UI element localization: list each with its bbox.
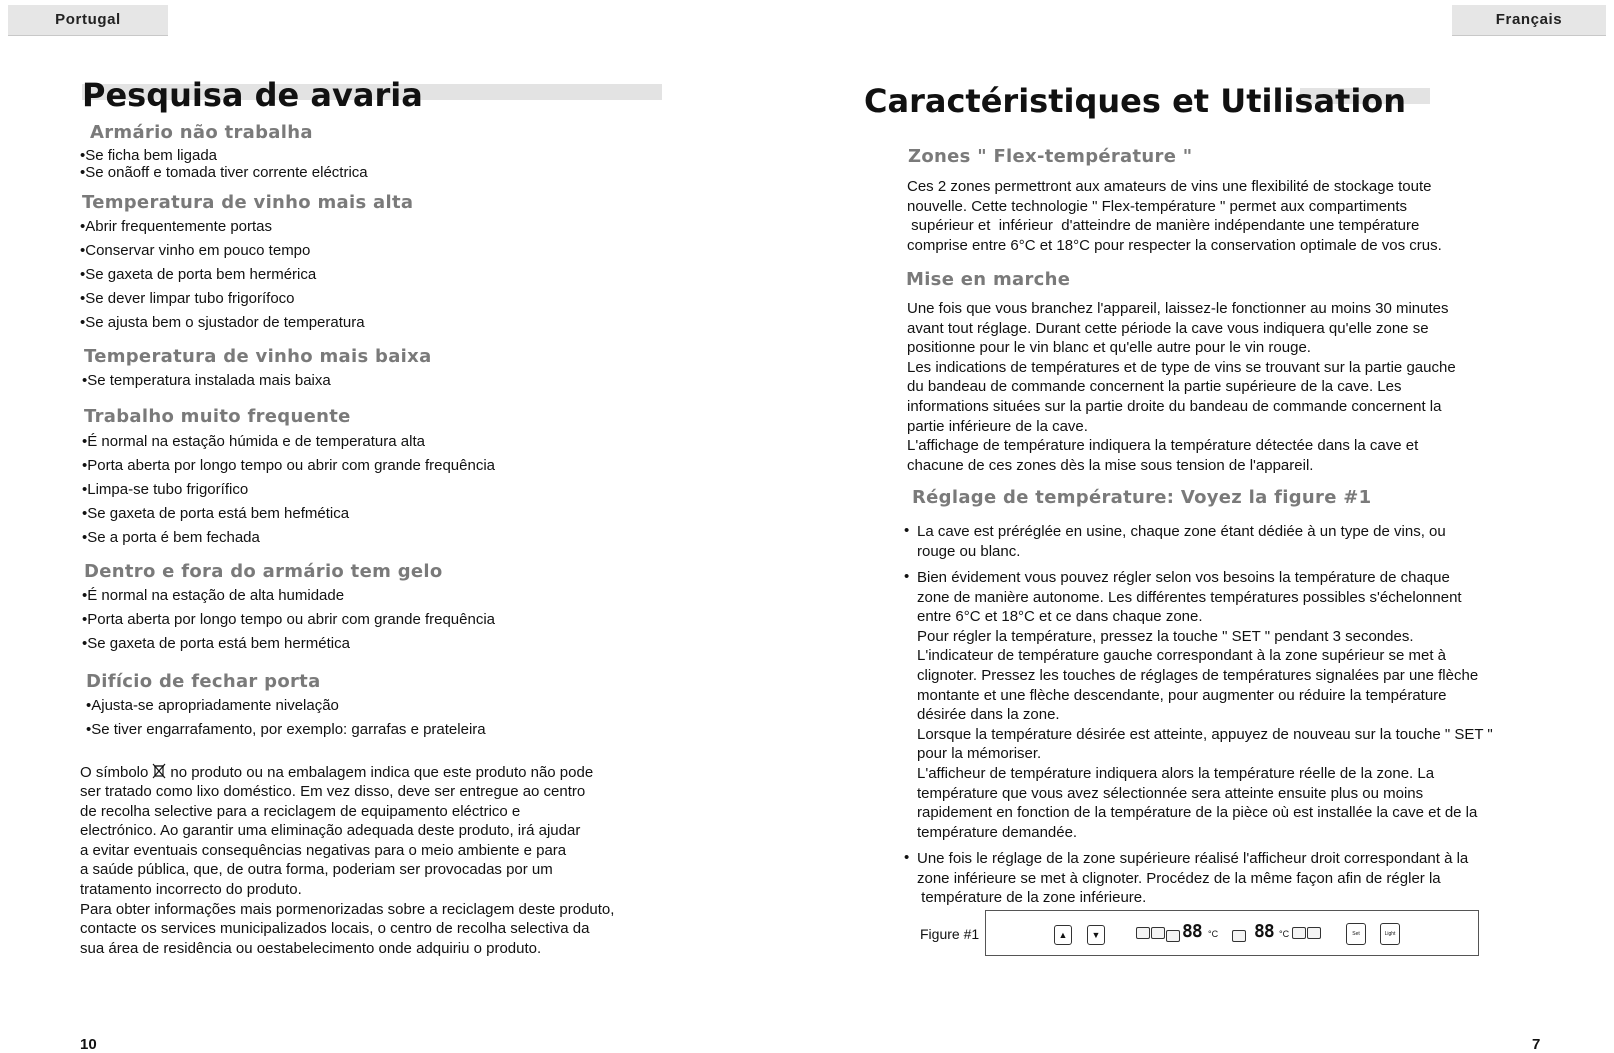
list-item: •Porta aberta por longo tempo ou abrir com grande frequência	[82, 457, 495, 474]
paragraph-line: Ces 2 zones permettront aux amateurs de vins une flexibilité de stockage toute	[907, 178, 1432, 195]
section-heading: Réglage de température: Voyez la figure #1	[912, 487, 1372, 508]
bullet-dot: •	[904, 568, 910, 585]
disposal-line: de recolha selective para a reciclagem de equipamento eléctrico e	[80, 802, 521, 820]
reglage-bullet-2	[917, 568, 1493, 842]
paragraph-line: zone inférieure se met à clignoter. Procédez de la même façon afin de régler la	[917, 869, 1441, 887]
section-heading: Trabalho muito frequente	[84, 406, 351, 427]
list-item: •Se temperatura instalada mais baixa	[82, 372, 331, 389]
temperature-unit: °C	[1208, 929, 1219, 939]
up-arrow-icon: ▲	[1054, 925, 1072, 945]
list-item: •Conservar vinho em pouco tempo	[80, 242, 311, 259]
list-item: •Se gaxeta de porta está bem hefmética	[82, 505, 350, 522]
wine-type-indicator-icon	[1307, 927, 1321, 939]
list-item: •É normal na estação de alta humidade	[82, 587, 345, 604]
paragraph-line: désirée dans la zone.	[917, 706, 1060, 724]
disposal-line: tratamento incorrecto do produto.	[80, 880, 302, 898]
disposal-line: ser tratado como lixo doméstico. Em vez disso, deve ser entregue ao centro	[80, 783, 586, 800]
section-heading: Mise en marche	[906, 269, 1071, 290]
paragraph-line: rapidement en fonction de la température de la pièce où est installée la cave et de la	[917, 804, 1478, 822]
figure-label: Figure #1	[920, 926, 980, 942]
disposal-line: Para obter informações mais pormenorizadas sobre a reciclagem deste produto,	[80, 900, 615, 918]
disposal-line: electrónico. Ao garantir uma eliminação adequada deste produto, irá ajudar	[80, 822, 581, 840]
paragraph-line: Pour régler la température, pressez la touche " SET " pendant 3 secondes.	[917, 627, 1414, 645]
paragraph-line: comprise entre 6°C et 18°C pour respecter la conservation optimale de vos crus.	[907, 236, 1442, 254]
language-tab-francais: Français	[1452, 5, 1606, 36]
list-item: •Se ficha bem ligada	[80, 147, 217, 164]
mise-paragraph	[907, 299, 1456, 475]
wine-type-indicator-icon	[1166, 930, 1180, 942]
light-button-icon: Light	[1380, 923, 1400, 945]
page-number-left: 10	[80, 1036, 97, 1053]
list-item: •Limpa-se tubo frigorífico	[82, 481, 249, 498]
paragraph-line: La cave est préréglée en usine, chaque zone étant dédiée à un type de vins, ou	[917, 523, 1446, 540]
paragraph-line: du bandeau de commande concernent la partie supérieure de la cave. Les	[907, 378, 1402, 396]
list-item: •Porta aberta por longo tempo ou abrir com grande frequência	[82, 611, 495, 628]
reglage-bullet-1	[917, 522, 1446, 561]
list-item: •Se a porta é bem fechada	[82, 529, 260, 546]
list-item: •É normal na estação húmida e de temperatura alta	[82, 433, 425, 450]
paragraph-line: Une fois que vous branchez l'appareil, laissez-le fonctionner au moins 30 minutes	[907, 300, 1449, 317]
upper-zone-temperature-display: 88	[1182, 921, 1202, 942]
paragraph-line: positionne pour le vin blanc et qu'elle autre pour le vin rouge.	[907, 339, 1311, 357]
left-page-title: Pesquisa de avaria	[82, 76, 423, 114]
list-item: •Se gaxeta de porta está bem hermética	[82, 635, 350, 652]
list-item: •Se onãoff e tomada tiver corrente eléctrica	[80, 164, 368, 181]
list-item: •Se ajusta bem o sjustador de temperatura	[80, 314, 365, 331]
paragraph-line: nouvelle. Cette technologie " Flex-température " permet aux compartiments	[907, 197, 1408, 215]
down-arrow-icon: ▼	[1087, 925, 1105, 945]
paragraph-line: chacune de ces zones dès la mise sous tension de l'appareil.	[907, 456, 1314, 474]
lower-zone-temperature-display: 88	[1254, 921, 1274, 942]
list-item: •Abrir frequentemente portas	[80, 218, 273, 235]
paragraph-line: Une fois le réglage de la zone supérieure réalisé l'afficheur droit correspondant à la	[917, 850, 1469, 867]
disposal-first-line	[80, 763, 593, 783]
paragraph-line: température demandée.	[917, 823, 1078, 841]
paragraph-line: Bien évidement vous pouvez régler selon vos besoins la température de chaque	[917, 569, 1450, 586]
section-heading: Zones " Flex-température "	[908, 146, 1193, 167]
paragraph-line: L'indicateur de température gauche correspondant à la zone supérieur se met à	[917, 647, 1447, 665]
paragraph-line: pour la mémoriser.	[917, 745, 1042, 763]
disposal-line: contacte os services municipalizados locais, o centro de recolha selectiva da	[80, 920, 590, 938]
section-heading: Armário não trabalha	[90, 122, 313, 143]
paragraph-line: zone de manière autonome. Les différentes températures possibles s'échelonnent	[917, 588, 1462, 606]
paragraph-line: température que vous avez sélectionnée sera atteinte ensuite plus ou moins	[917, 784, 1424, 802]
paragraph-line: rouge ou blanc.	[917, 542, 1021, 560]
paragraph-line: L'afficheur de température indiquera alors la température réelle de la zone. La	[917, 764, 1435, 782]
wine-type-indicator-icon	[1151, 927, 1165, 939]
disposal-line: sua área de residência ou oestabelecimento onde adquiriu o produto.	[80, 939, 542, 957]
bullet-dot: •	[904, 849, 910, 866]
disposal-paragraph	[80, 782, 614, 958]
page-number-right: 7	[1532, 1036, 1541, 1053]
paragraph-line: supérieur et inférieur d'atteindre de manière indépendante une température	[907, 217, 1420, 235]
section-heading: Temperatura de vinho mais baixa	[84, 346, 432, 367]
reglage-bullet-3	[917, 849, 1468, 908]
section-heading: Dentro e fora do armário tem gelo	[84, 561, 443, 582]
bullet-dot: •	[904, 522, 910, 539]
disposal-line: a saúde pública, que, de outra forma, poderiam ser provocadas por um	[80, 861, 553, 879]
wine-type-indicator-icon	[1232, 930, 1246, 942]
zones-paragraph	[907, 177, 1442, 255]
disposal-text-before: O símbolo	[80, 764, 149, 781]
paragraph-line: informations situées sur la partie droite du bandeau de commande concernent la	[907, 397, 1442, 415]
section-heading: Difício de fechar porta	[86, 671, 321, 692]
wine-type-indicator-icon	[1292, 927, 1306, 939]
list-item: •Se tiver engarrafamento, por exemplo: garrafas e prateleira	[86, 721, 486, 738]
paragraph-line: clignoter. Pressez les touches de réglages de températures signalées par une flèche	[917, 666, 1479, 684]
set-button-icon: Set	[1346, 923, 1366, 945]
paragraph-line: partie inférieure de la cave.	[907, 417, 1088, 435]
wine-type-indicator-icon	[1136, 927, 1150, 939]
paragraph-line: Lorsque la température désirée est atteinte, appuyez de nouveau sur la touche " SET "	[917, 725, 1493, 743]
list-item: •Ajusta-se apropriadamente nivelação	[86, 697, 339, 714]
paragraph-line: température de la zone inférieure.	[917, 889, 1147, 907]
disposal-line: a evitar eventuais consequências negativas para o meio ambiente e para	[80, 841, 567, 859]
paragraph-line: Les indications de températures et de type de vins se trouvant sur la partie gauche	[907, 358, 1456, 376]
weee-bin-icon	[152, 763, 166, 783]
disposal-text-after: no produto ou na embalagem indica que este produto não pode	[170, 764, 594, 781]
right-page-title: Caractéristiques et Utilisation	[864, 82, 1407, 120]
temperature-unit: °C	[1279, 929, 1290, 939]
language-tab-portugal: Portugal	[8, 5, 168, 36]
control-panel-figure	[985, 910, 1479, 956]
paragraph-line: montante et une flèche descendante, pour augmenter ou réduire la température	[917, 686, 1447, 704]
paragraph-line: entre 6°C et 18°C et ce dans chaque zone.	[917, 608, 1203, 626]
section-heading: Temperatura de vinho mais alta	[82, 192, 414, 213]
paragraph-line: avant tout réglage. Durant cette période la cave vous indiquera qu'elle zone se	[907, 319, 1429, 337]
list-item: •Se gaxeta de porta bem hermérica	[80, 266, 317, 283]
list-item: •Se dever limpar tubo frigorífoco	[80, 290, 295, 307]
paragraph-line: L'affichage de température indiquera la température détectée dans la cave et	[907, 437, 1419, 455]
